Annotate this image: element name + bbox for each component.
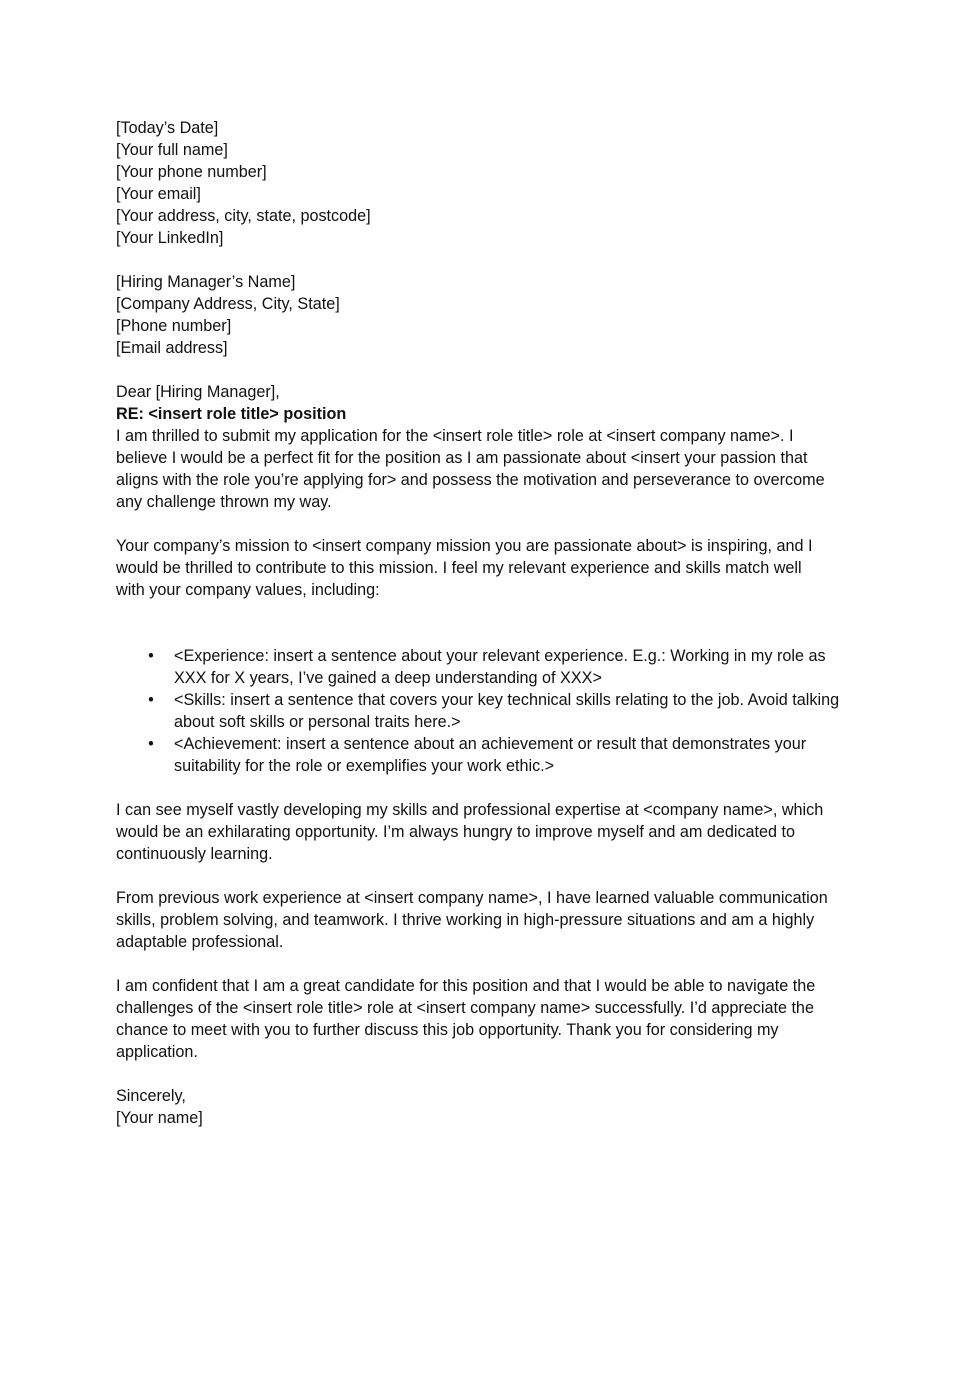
recipient-name: [Hiring Manager’s Name] — [116, 273, 296, 291]
recipient-block — [116, 271, 861, 359]
list-item-skills — [116, 689, 861, 733]
list-item-achievement — [116, 733, 861, 777]
recipient-phone: [Phone number] — [116, 317, 232, 335]
closing-word: Sincerely, — [116, 1087, 186, 1105]
paragraph-line: adaptable professional. — [116, 933, 284, 951]
paragraph-line: skills, problem solving, and teamwork. I thrive working in high-pressure situations and am a highly — [116, 911, 815, 929]
paragraph-line: chance to meet with you to further discuss this job opportunity. Thank you for considering my — [116, 1021, 779, 1039]
paragraph-line: would be thrilled to contribute to this mission. I feel my relevant experience and skills match well — [116, 559, 802, 577]
signature-name: [Your name] — [116, 1109, 203, 1127]
letter-date: [Today’s Date] — [116, 119, 219, 137]
list-item-line: about soft skills or personal traits here.> — [174, 713, 461, 731]
recipient-email: [Email address] — [116, 339, 228, 357]
list-item-experience — [116, 645, 861, 689]
salutation: Dear [Hiring Manager], — [116, 383, 280, 401]
sender-full-name: [Your full name] — [116, 141, 228, 159]
list-item-line: XXX for X years, I’ve gained a deep understanding of XXX> — [174, 669, 602, 687]
paragraph-line: application. — [116, 1043, 198, 1061]
subject-line: RE: <insert role title> position — [116, 405, 347, 423]
paragraph-mission — [116, 535, 861, 601]
paragraph-line: From previous work experience at <insert company name>, I have learned valuable communication — [116, 889, 828, 907]
paragraph-intro — [116, 425, 861, 513]
list-item-line: suitability for the role or exemplifies your work ethic.> — [174, 757, 555, 775]
sender-email: [Your email] — [116, 185, 201, 203]
paragraph-growth — [116, 799, 861, 865]
sender-address: [Your address, city, state, postcode] — [116, 207, 371, 225]
paragraph-experience — [116, 887, 861, 953]
bullet-icon: • — [148, 691, 154, 709]
list-item-line: <Experience: insert a sentence about your relevant experience. E.g.: Working in my role as — [174, 647, 826, 665]
paragraph-line: continuously learning. — [116, 845, 273, 863]
paragraph-line: believe I would be a perfect fit for the position as I am passionate about <insert your passion that — [116, 449, 808, 467]
paragraph-line: I can see myself vastly developing my skills and professional expertise at <company name>, which — [116, 801, 824, 819]
paragraph-line: I am thrilled to submit my application for the <insert role title> role at <insert company name>. I — [116, 427, 794, 445]
sender-linkedin: [Your LinkedIn] — [116, 229, 224, 247]
paragraph-line: Your company’s mission to <insert company mission you are passionate about> is inspiring, and I — [116, 537, 813, 555]
list-item-line: <Skills: insert a sentence that covers your key technical skills relating to the job. Avoid talking — [174, 691, 840, 709]
qualifications-list — [116, 645, 861, 777]
bullet-icon: • — [148, 735, 154, 753]
sender-block — [116, 139, 861, 249]
paragraph-line: I am confident that I am a great candidate for this position and that I would be able to navigate the — [116, 977, 816, 995]
list-item-line: <Achievement: insert a sentence about an achievement or result that demonstrates your — [174, 735, 807, 753]
paragraph-line: would be an exhilarating opportunity. I’m always hungry to improve myself and am dedicated to — [116, 823, 796, 841]
paragraph-line: challenges of the <insert role title> role at <insert company name> successfully. I’d appreciate the — [116, 999, 814, 1017]
cover-letter-page — [116, 117, 861, 1129]
paragraph-line: with your company values, including: — [116, 581, 380, 599]
recipient-address: [Company Address, City, State] — [116, 295, 340, 313]
paragraph-closing — [116, 975, 861, 1063]
paragraph-line: any challenge thrown my way. — [116, 493, 332, 511]
sender-phone: [Your phone number] — [116, 163, 267, 181]
paragraph-line: aligns with the role you’re applying for> and possess the motivation and perseverance to overcome — [116, 471, 825, 489]
bullet-icon: • — [148, 647, 154, 665]
